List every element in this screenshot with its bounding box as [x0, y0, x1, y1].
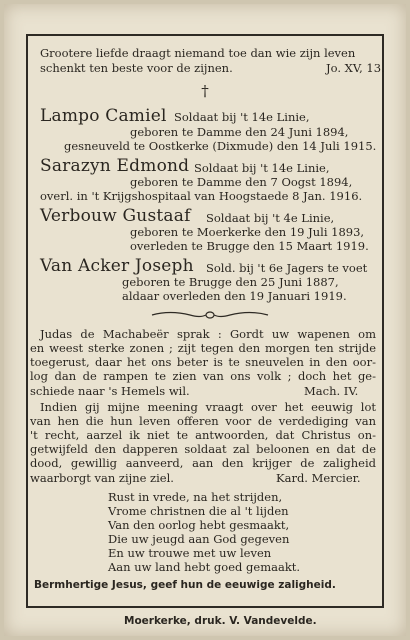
cross-icon: †: [201, 82, 209, 100]
poem-line-2: Vrome christnen die al 't lijden: [108, 504, 289, 518]
quote2-line-1: Indien gij mijne meening vraagt over het eeuwig lot: [40, 400, 376, 414]
poem-line-1: Rust in vrede, na het strijden,: [108, 490, 283, 504]
soldier-born-3: geboren te Moerkerke den 19 Juli 1893,: [130, 225, 365, 239]
quote1-line-3: toegerust, daar het ons beter is te sneuvelen in den oor-: [30, 355, 376, 369]
poem-line-5: En uw trouwe met uw leven: [108, 546, 272, 560]
quote1-line-2: en weest sterke zonen ; zijt tegen den morgen ten strijde: [30, 341, 376, 355]
soldier-rank-3: Soldaat bij 't 4e Linie,: [206, 211, 335, 225]
epigraph-line-1: Grootere liefde draagt niemand toe dan wie zijn leven: [40, 46, 356, 60]
prayer-line: Bermhertige Jesus, geef hun de eeuwige zaligheid.: [34, 579, 336, 591]
poem-line-4: Die uw jeugd aan God gegeven: [108, 532, 290, 546]
quote2-line-4: getwijfeld den dapperen soldaat zal beloonen en dat de: [30, 442, 376, 456]
quote2-reference: Kard. Mercier.: [276, 471, 361, 485]
poem-line-6: Aan uw land hebt goed gemaakt.: [108, 560, 301, 574]
soldier-name-4: Van Acker Joseph: [40, 256, 194, 276]
soldier-name-1: Lampo Camiel: [40, 106, 167, 126]
printer-line: Moerkerke, druk. V. Vandevelde.: [124, 615, 317, 627]
quote1-line-1: Judas de Machabeër sprak : Gordt uw wapenen om: [40, 327, 376, 341]
epigraph-line-2: schenkt ten beste voor de zijnen.: [40, 61, 233, 75]
soldier-rank-2: Soldaat bij 't 14e Linie,: [194, 161, 330, 175]
quote1-reference: Mach. IV.: [304, 384, 359, 398]
soldier-died-4: aldaar overleden den 19 Januari 1919.: [122, 289, 347, 303]
soldier-name-2: Sarazyn Edmond: [40, 156, 190, 176]
quote2-line-3: 't recht, aarzel ik niet te antwoorden, dat Christus on-: [30, 428, 376, 442]
soldier-died-1: gesneuveld te Oostkerke (Dixmude) den 14 Juli 1915.: [64, 139, 377, 153]
quote2-line-2: van hen die hun leven offeren voor de verdediging van: [30, 414, 376, 428]
ornament-divider-icon: [150, 310, 270, 320]
quote1-line-4: log dan de rampen te zien van ons volk ; doch het ge-: [30, 369, 376, 383]
memorial-card: [4, 4, 406, 636]
quote2-last-line: waarborgt van zijne ziel.: [30, 471, 174, 485]
quote1-last-line: schiede naar 's Hemels wil.: [30, 384, 190, 398]
soldier-born-1: geboren te Damme den 24 Juni 1894,: [130, 125, 349, 139]
poem-line-3: Van den oorlog hebt gesmaakt,: [108, 518, 290, 532]
soldier-rank-4: Sold. bij 't 6e Jagers te voet: [206, 261, 368, 275]
soldier-rank-1: Soldaat bij 't 14e Linie,: [174, 110, 310, 124]
soldier-born-2: geboren te Damme den 7 Oogst 1894,: [130, 175, 353, 189]
quote2-line-5: dood, gewillig aanveerd, aan den krijger de zaligheid: [30, 456, 376, 470]
soldier-name-3: Verbouw Gustaaf: [40, 206, 191, 226]
epigraph-reference: Jo. XV, 13.: [326, 61, 385, 75]
soldier-died-2: overl. in 't Krijgshospitaal van Hoogstaede 8 Jan. 1916.: [40, 189, 363, 203]
soldier-born-4: geboren te Brugge den 25 Juni 1887,: [122, 275, 339, 289]
soldier-died-3: overleden te Brugge den 15 Maart 1919.: [130, 239, 369, 253]
